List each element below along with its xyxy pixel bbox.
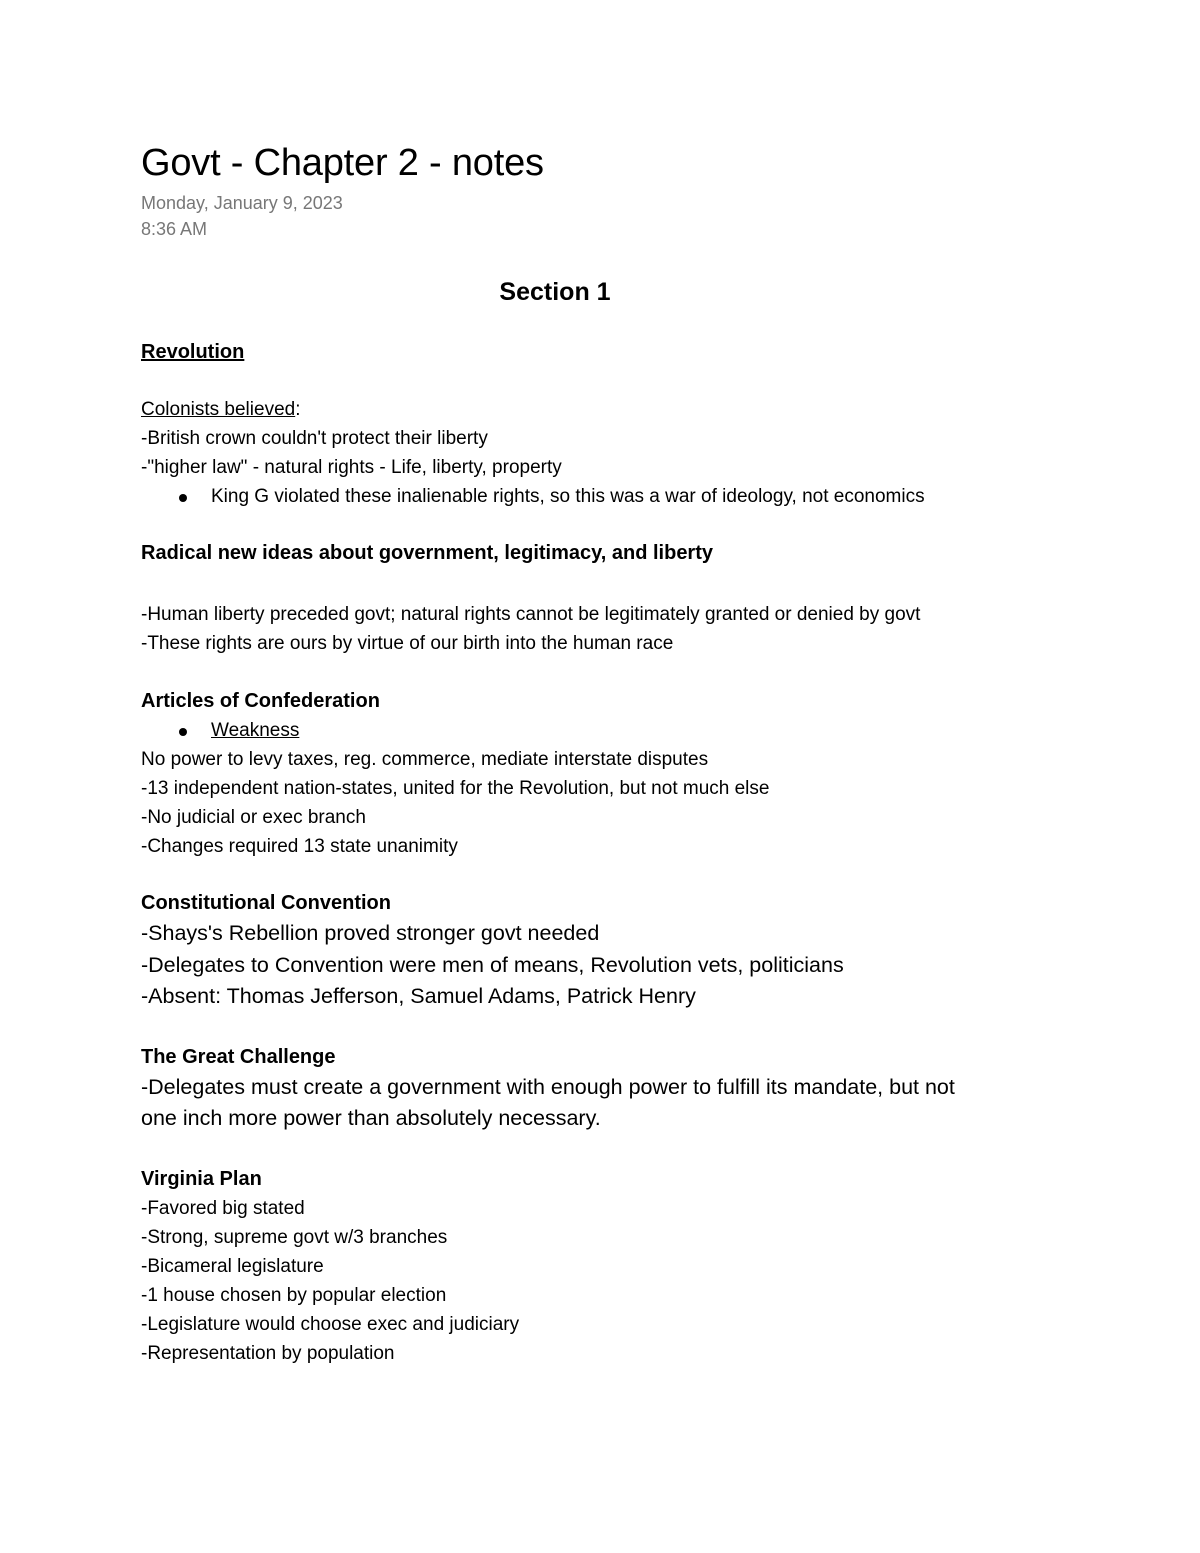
articles-bullet	[141, 716, 1041, 745]
bullet-icon	[179, 728, 187, 736]
articles-line-4: -Changes required 13 state unanimity	[141, 836, 458, 857]
virginia-line-6: -Representation by population	[141, 1342, 395, 1364]
radical-heading: Radical new ideas about government, legitimacy, and liberty	[141, 542, 714, 564]
challenge-heading: The Great Challenge	[141, 1045, 336, 1068]
convention-line-1: -Shays's Rebellion proved stronger govt needed	[141, 921, 600, 945]
virginia-line-5: -Legislature would choose exec and judiciary	[141, 1313, 520, 1335]
convention-line-2: -Delegates to Convention were men of means, Revolution vets, politicians	[141, 952, 844, 977]
colonists-believed-colon: :	[295, 399, 301, 420]
note-date: Monday, January 9, 2023	[141, 193, 343, 213]
virginia-line-2: -Strong, supreme govt w/3 branches	[141, 1226, 448, 1248]
virginia-line-4: -1 house chosen by popular election	[141, 1284, 447, 1306]
virginia-heading: Virginia Plan	[141, 1167, 262, 1190]
colonists-believed-line	[141, 395, 1041, 424]
revolution-line-1: -British crown couldn't protect their liberty	[141, 428, 488, 449]
articles-bullet-text: Weakness	[211, 720, 300, 741]
page-title: Govt - Chapter 2 - notes	[141, 142, 544, 184]
note-page	[141, 140, 1041, 1368]
colonists-believed-label: Colonists believed	[141, 399, 296, 420]
radical-line-1: -Human liberty preceded govt; natural rights cannot be legitimately granted or denied by govt	[141, 604, 921, 625]
convention-line-3: -Absent: Thomas Jefferson, Samuel Adams, Patrick Henry	[141, 984, 696, 1008]
revolution-bullet-text: King G violated these inalienable rights, so this was a war of ideology, not economics	[211, 486, 925, 507]
articles-heading: Articles of Confederation	[141, 690, 380, 712]
bullet-icon	[179, 494, 187, 502]
virginia-line-1: -Favored big stated	[141, 1197, 305, 1219]
revolution-bullet	[141, 482, 1041, 511]
revolution-line-2: -"higher law" - natural rights - Life, liberty, property	[141, 457, 562, 478]
convention-heading: Constitutional Convention	[141, 892, 391, 914]
revolution-heading: Revolution	[141, 341, 245, 363]
articles-line-2: -13 independent nation-states, united for the Revolution, but not much else	[141, 778, 770, 799]
section-title: Section 1	[499, 278, 611, 306]
note-time: 8:36 AM	[141, 219, 208, 239]
radical-line-2: -These rights are ours by virtue of our birth into the human race	[141, 633, 674, 654]
articles-line-3: -No judicial or exec branch	[141, 807, 366, 828]
challenge-line-2: one inch more power than absolutely necessary.	[141, 1106, 601, 1130]
virginia-line-3: -Bicameral legislature	[141, 1255, 324, 1277]
challenge-line-1: -Delegates must create a government with enough power to fulfill its mandate, but not	[141, 1074, 955, 1099]
articles-line-1: No power to levy taxes, reg. commerce, mediate interstate disputes	[141, 749, 709, 770]
